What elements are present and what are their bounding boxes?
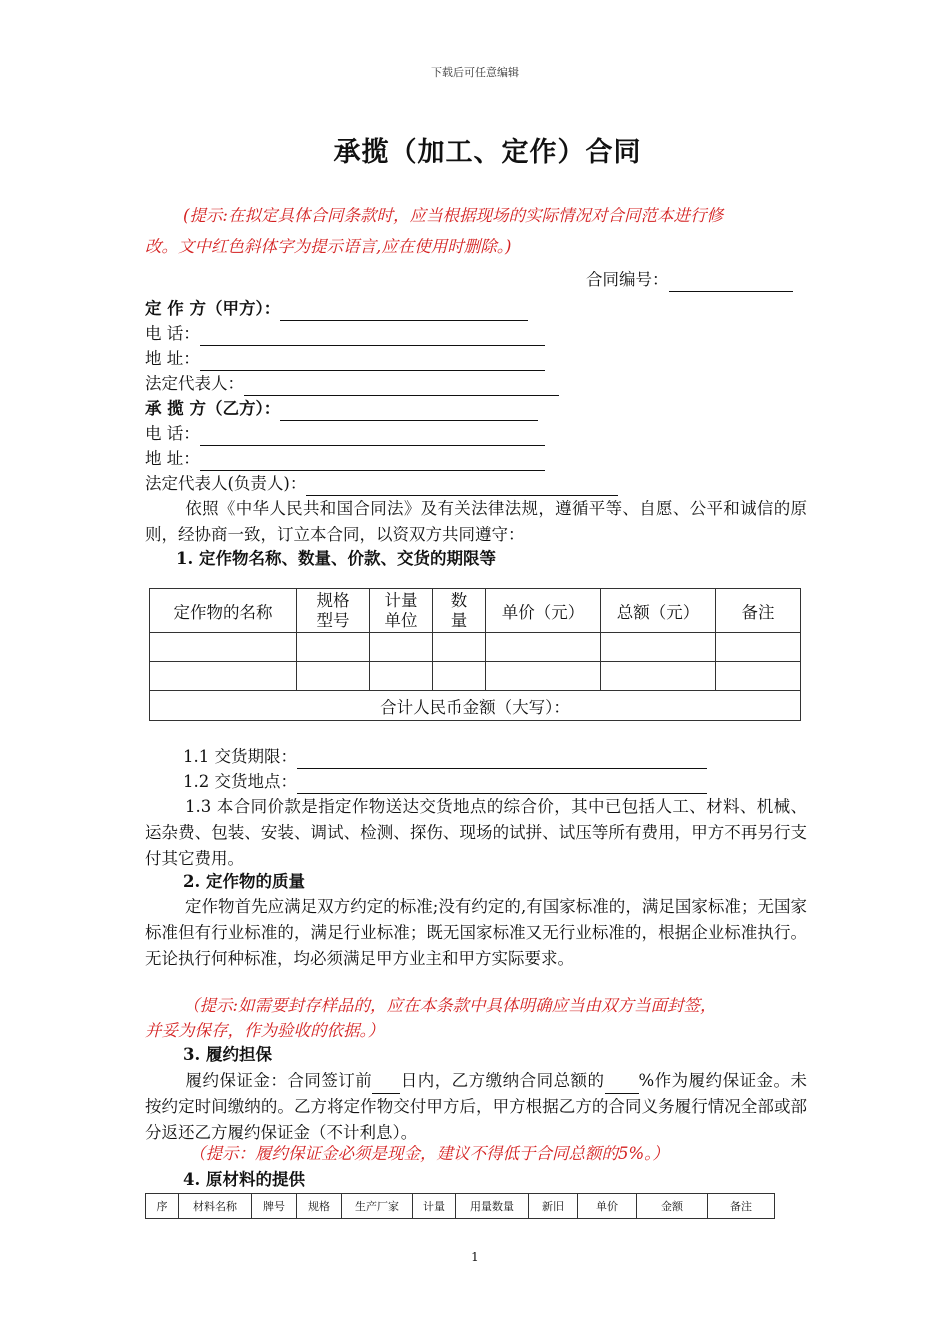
table-cell[interactable] — [486, 633, 601, 662]
col-unit-line-1: 计量 — [384, 590, 418, 610]
col-spec-line-2: 型号 — [316, 610, 350, 630]
delivery-location-field[interactable] — [297, 775, 707, 794]
party-a-address-label: 地 址： — [145, 349, 200, 368]
party-b-phone — [145, 422, 545, 446]
party-a-phone-label: 电 话： — [145, 324, 200, 343]
header-note: 下载后可任意编辑 — [431, 66, 519, 79]
contract-number-field[interactable] — [669, 273, 793, 292]
col-price: 单价（元） — [486, 589, 601, 633]
table-cell[interactable] — [601, 662, 716, 691]
party-a-heading-label: 定 作 方（甲方）： — [145, 299, 281, 318]
party-b-rep-label: 法定代表人(负责人)： — [145, 474, 307, 493]
section-3-body — [145, 1068, 807, 1146]
table-cell[interactable] — [716, 633, 801, 662]
mat-col-name: 材料名称 — [179, 1194, 252, 1219]
mat-col-spec: 规格 — [297, 1194, 342, 1219]
table-row — [150, 633, 801, 662]
party-b-name-field[interactable] — [280, 402, 538, 421]
section-2-hint-line-2: 并妥为保存，作为验收的依据。） — [145, 1021, 385, 1040]
table-cell[interactable] — [486, 662, 601, 691]
section-3-hint: （提示：履约保证金必须是现金，建议不得低于合同总额的5%。） — [189, 1144, 669, 1163]
table-cell[interactable] — [433, 662, 486, 691]
table-cell[interactable] — [150, 633, 297, 662]
party-b-phone-label: 电 话： — [145, 424, 200, 443]
party-b-phone-field[interactable] — [200, 427, 545, 446]
party-a-heading — [145, 297, 528, 321]
contract-number — [586, 268, 793, 292]
section-3-text-1: 履约保证金：合同签订前 — [185, 1071, 373, 1090]
party-a-rep-field[interactable] — [244, 377, 559, 396]
item-1-1-label: 1.1 交货期限： — [183, 747, 297, 766]
party-a-rep — [145, 372, 559, 396]
table-cell[interactable] — [297, 662, 370, 691]
mat-col-note: 备注 — [708, 1194, 775, 1219]
mat-col-seq: 序 — [146, 1194, 179, 1219]
table-cell[interactable] — [433, 633, 486, 662]
party-a-phone-field[interactable] — [200, 327, 545, 346]
mat-col-manufacturer: 生产厂家 — [342, 1194, 413, 1219]
table-cell[interactable] — [716, 662, 801, 691]
col-spec — [297, 589, 370, 633]
section-2-heading: 2. 定作物的质量 — [183, 872, 305, 891]
intro-paragraph — [145, 496, 807, 548]
table-cell[interactable] — [150, 662, 297, 691]
table-cell[interactable] — [370, 662, 433, 691]
mat-col-amount: 金额 — [637, 1194, 708, 1219]
party-b-heading-label: 承 揽 方（乙方）： — [145, 399, 281, 418]
section-3-heading: 3. 履约担保 — [183, 1045, 272, 1064]
section-3-text-2: 日内，乙方缴纳合同总额的 — [400, 1071, 605, 1090]
document-title: 承揽（加工、定作）合同 — [333, 137, 642, 168]
col-unit-line-2: 单位 — [384, 610, 418, 630]
col-spec-line-1: 规格 — [316, 590, 350, 610]
party-a-name-field[interactable] — [280, 302, 528, 321]
item-1-2 — [183, 770, 707, 794]
party-b-address — [145, 447, 545, 471]
spec-table — [149, 588, 801, 721]
party-a-address-field[interactable] — [200, 352, 545, 371]
section-2-text: 定作物首先应满足双方约定的标准;没有约定的,有国家标准的，满足国家标准；无国家标准但有行业标准的，满足行业标准；既无国家标准又无行业标准的，根据企业标准执行。无论执行何种标准，均必须满足甲方业主和甲方实际要求。 — [145, 897, 807, 968]
table-cell[interactable] — [370, 633, 433, 662]
col-name: 定作物的名称 — [150, 589, 297, 633]
col-qty-line-1: 数 — [450, 590, 468, 610]
party-b-heading — [145, 397, 538, 421]
table-cell[interactable] — [297, 633, 370, 662]
table-cell[interactable] — [601, 633, 716, 662]
col-qty — [433, 589, 486, 633]
section-4-heading: 4. 原材料的提供 — [183, 1170, 305, 1189]
party-b-rep-field[interactable] — [306, 477, 618, 496]
hint-line-1: (提示:在拟定具体合同条款时，应当根据现场的实际情况对合同范本进行修 — [183, 206, 723, 225]
party-b-address-field[interactable] — [200, 452, 545, 471]
item-1-3-text: 1.3 本合同价款是指定作物送达交货地点的综合价，其中已包括人工、材料、机械、运杂费、包装、安装、调试、检测、探伤、现场的试拼、试压等所有费用，甲方不再另行支付其它费用。 — [145, 797, 807, 868]
hint-line-2: 改。文中红色斜体字为提示语言,应在使用时删除。) — [145, 237, 512, 256]
party-a-phone — [145, 322, 545, 346]
item-1-2-label: 1.2 交货地点： — [183, 772, 297, 791]
col-note: 备注 — [716, 589, 801, 633]
mat-col-unit: 计量 — [413, 1194, 456, 1219]
col-qty-line-2: 量 — [450, 610, 468, 630]
item-1-1 — [183, 745, 707, 769]
table-row — [150, 662, 801, 691]
mat-col-grade: 牌号 — [252, 1194, 297, 1219]
delivery-deadline-field[interactable] — [297, 750, 707, 769]
page-number: 1 — [471, 1250, 479, 1264]
section-3-text-3: %作为履约保证金。未按约定时间缴纳的。乙方将定作物交付甲方后，甲方根据乙方的合同义务履行情况全部或部分返还乙方履约保证金（不计利息）。 — [145, 1071, 808, 1142]
intro-text: 依照《中华人民共和国合同法》及有关法律法规，遵循平等、自愿、公平和诚信的原则，经协商一致，订立本合同，以资双方共同遵守： — [145, 499, 807, 544]
party-a-rep-label: 法定代表人： — [145, 374, 244, 393]
deposit-percent-field[interactable] — [605, 1075, 639, 1094]
section-1-heading: 1. 定作物名称、数量、价款、交货的期限等 — [176, 549, 496, 568]
col-unit — [370, 589, 433, 633]
party-a-address — [145, 347, 545, 371]
mat-col-condition: 新旧 — [529, 1194, 578, 1219]
materials-table — [145, 1193, 775, 1219]
deposit-days-field[interactable] — [372, 1075, 400, 1094]
mat-col-quantity: 用量数量 — [456, 1194, 529, 1219]
mat-col-price: 单价 — [578, 1194, 637, 1219]
party-b-address-label: 地 址： — [145, 449, 200, 468]
party-b-rep — [145, 472, 618, 496]
item-1-3 — [145, 794, 807, 872]
section-2-body — [145, 894, 807, 972]
total-amount-row[interactable]: 合计人民币金额（大写）： — [150, 691, 801, 721]
col-total: 总额（元） — [601, 589, 716, 633]
contract-number-label: 合同编号： — [586, 270, 669, 289]
section-2-hint-line-1: （提示:如需要封存样品的，应在本条款中具体明确应当由双方当面封签， — [183, 996, 717, 1015]
